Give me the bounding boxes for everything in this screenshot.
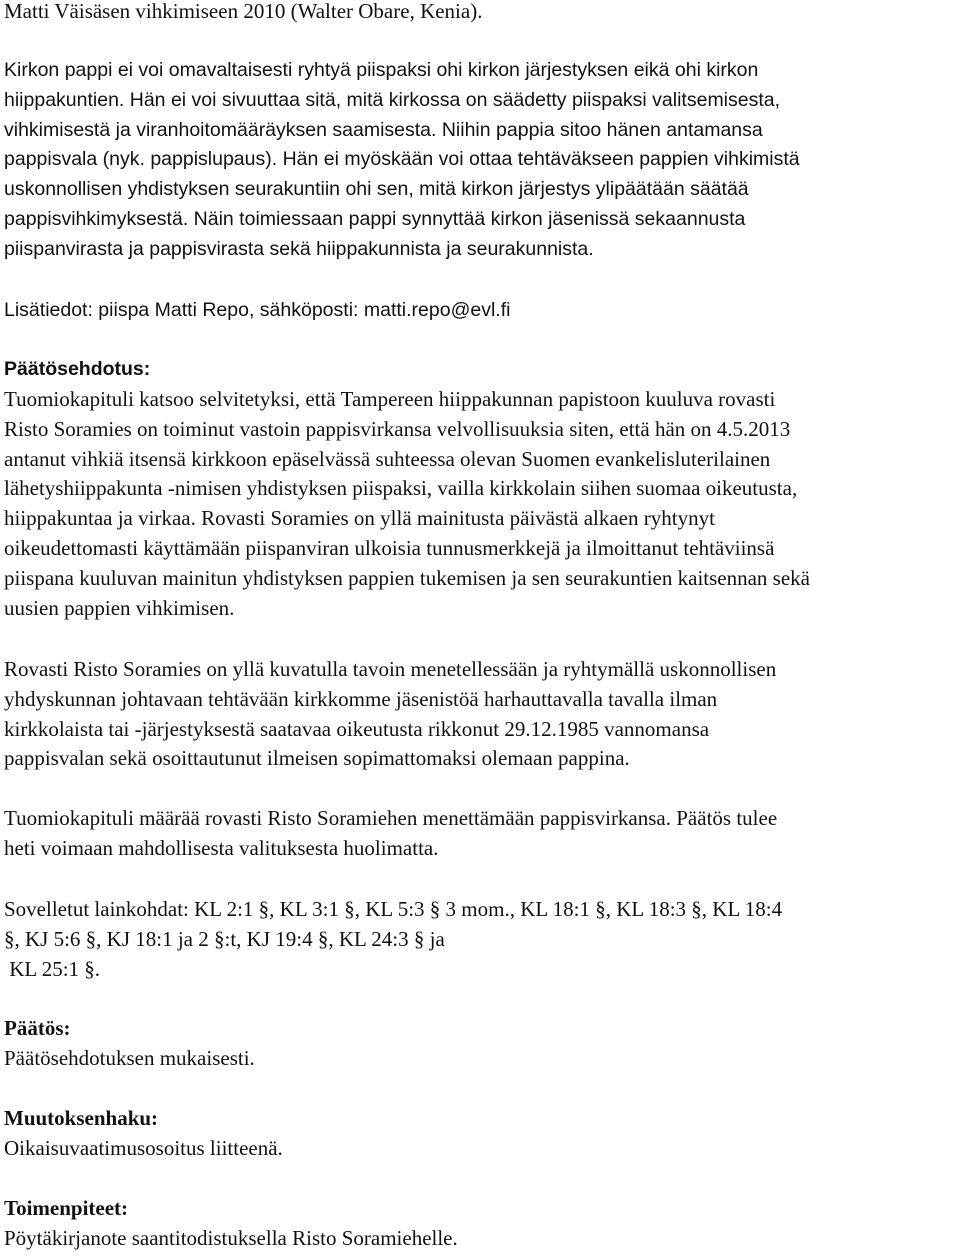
proposal-line: uusien pappien vihkimisen. bbox=[4, 595, 235, 620]
proposal-paragraph-1 bbox=[4, 385, 956, 623]
decision-heading: Päätös: bbox=[4, 1016, 71, 1040]
provisions-line: Sovelletut lainkohdat: KL 2:1 §, KL 3:1 §, KL 5:3 § 3 mom., KL 18:1 §, KL 18:3 §, KL 18:4 bbox=[4, 897, 783, 921]
intro-paragraph bbox=[4, 56, 956, 265]
actions-text: Pöytäkirjanote saantitodistuksella Risto Soramiehelle. bbox=[4, 1226, 458, 1250]
provisions-line: §, KJ 5:6 §, KJ 18:1 ja 2 §:t, KJ 19:4 §, KL 24:3 § ja bbox=[4, 926, 445, 951]
proposal-line: Rovasti Risto Soramies on yllä kuvatulla tavoin menetellessään ja ryhtymällä uskonnollisen bbox=[4, 657, 777, 681]
intro-line: uskonnollisen yhdistyksen seurakuntiin ohi sen, mitä kirkon järjestys ylipäätään säätää bbox=[4, 178, 749, 201]
provisions-line: KL 25:1 §. bbox=[4, 956, 101, 981]
intro-line: Kirkon pappi ei voi omavaltaisesti ryhtyä piispaksi ohi kirkon järjestyksen eikä ohi kirkon bbox=[4, 59, 759, 81]
proposal-line: lähetyshiippakunta -nimisen yhdistyksen piispaksi, vailla kirkkolain siihen suomaa oikeutusta, bbox=[4, 476, 798, 501]
proposal-line: pappisvalan sekä osoittautunut ilmeisen sopimattomaksi olemaan pappina. bbox=[4, 746, 630, 771]
intro-line: piispanvirasta ja pappisvirasta sekä hiippakunnista ja seurakunnista. bbox=[4, 237, 594, 260]
proposal-paragraph-3 bbox=[4, 804, 956, 864]
proposal-heading: Päätösehdotus: bbox=[4, 358, 151, 380]
appeal-text: Oikaisuvaatimusosoitus liitteenä. bbox=[4, 1136, 283, 1160]
intro-line: hiippakuntien. Hän ei voi sivuuttaa sitä, mitä kirkossa on säädetty piispaksi valitsemisesta, bbox=[4, 88, 781, 111]
applied-provisions bbox=[4, 895, 956, 984]
intro-line: vihkimisestä ja viranhoitomääräyksen saamisesta. Niihin pappia sitoo hänen antamansa bbox=[4, 118, 763, 141]
proposal-line: Risto Soramies on toiminut vastoin pappisvirkansa velvollisuuksia siten, että hän on 4.5.2013 bbox=[4, 416, 791, 441]
decision-text: Päätösehdotuksen mukaisesti. bbox=[4, 1046, 255, 1070]
proposal-paragraph-2 bbox=[4, 655, 956, 774]
contact-line: Lisätiedot: piispa Matti Repo, sähköposti: matti.repo@evl.fi bbox=[4, 299, 511, 321]
proposal-line: heti voimaan mahdollisesta valituksesta huolimatta. bbox=[4, 835, 439, 860]
proposal-line: oikeudettomasti käyttämään piispanviran ulkoisia tunnusmerkkejä ja ilmoittanut tehtäviinsä bbox=[4, 535, 775, 560]
proposal-line: yhdyskunnan johtavaan tehtävään kirkkomme jäsenistöä harhauttavalla tavalla ilman bbox=[4, 686, 718, 711]
proposal-line: kirkkolaista tai -järjestyksestä saatavaa oikeutusta rikkonut 29.12.1985 vannomansa bbox=[4, 716, 710, 741]
proposal-line: Tuomiokapituli katsoo selvitetyksi, että Tampereen hiippakunnan papistoon kuuluva rovasti bbox=[4, 387, 776, 411]
proposal-line: Tuomiokapituli määrää rovasti Risto Soramiehen menettämään pappisvirkansa. Päätös tulee bbox=[4, 806, 778, 830]
proposal-line: piispana kuuluvan mainitun yhdistyksen pappien tukemisen ja sen seurakuntien kaitsennan sekä bbox=[4, 565, 810, 590]
intro-line: pappisvala (nyk. pappislupaus). Hän ei myöskään voi ottaa tehtäväkseen pappien vihkimistä bbox=[4, 148, 800, 171]
intro-first-line: Matti Väisäsen vihkimiseen 2010 (Walter Obare, Kenia). bbox=[4, 0, 483, 23]
intro-line: pappisvihkimyksestä. Näin toimiessaan pappi synnyttää kirkon jäsenissä sekaannusta bbox=[4, 207, 746, 230]
proposal-line: hiippakuntaa ja virkaa. Rovasti Soramies on yllä mainitusta päivästä alkaen ryhtynyt bbox=[4, 506, 715, 531]
actions-heading: Toimenpiteet: bbox=[4, 1196, 129, 1220]
appeal-heading: Muutoksenhaku: bbox=[4, 1106, 159, 1130]
proposal-line: antanut vihkiä itsensä kirkkoon epäselvässä suhteessa olevan Suomen evankelisluterilainen bbox=[4, 446, 771, 471]
